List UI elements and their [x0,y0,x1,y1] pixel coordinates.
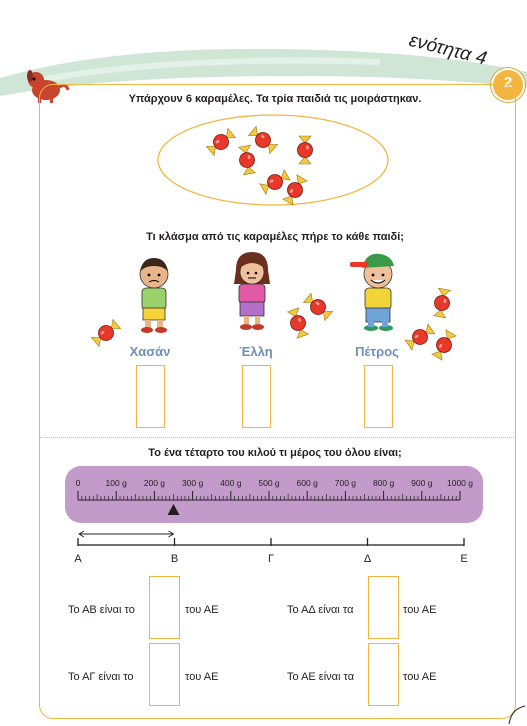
child-name-petros: Πέτρος [355,344,399,359]
scale-label: 800 g [372,478,395,488]
scale-label: 600 g [296,478,318,488]
statement-ag-after: του ΑΕ [185,671,219,683]
statement-ae-before: Το ΑΕ είναι τα [287,671,355,683]
point-label: Β [170,553,179,565]
point-label: Γ [267,553,275,565]
scale-label: 900 g [411,478,433,488]
candy-icon [237,145,257,175]
statement-ab-before: Το ΑΒ είναι το [68,604,135,616]
point-label: Ε [460,553,468,565]
scale-label: 400 g [220,478,242,488]
scale-label: 0 [75,478,81,488]
point-label: Α [74,553,82,565]
answer-box-ad[interactable] [368,576,399,639]
candy-icon [205,127,236,156]
answer-box-petros[interactable] [364,365,393,428]
statement-ag-before: Το ΑΓ είναι το [68,671,134,683]
candies-in-ellipse [155,110,391,210]
answer-box-ab[interactable] [149,576,180,639]
statement-ae-after: του ΑΕ [403,671,437,683]
page-number: 2 [503,74,513,91]
page-corner-icon [507,704,527,726]
quarter-kilo-marker-icon [168,504,180,515]
child-name-hassan: Χασάν [129,344,171,359]
section-divider [40,437,514,438]
weight-scale-ruler [65,466,483,523]
scale-label: 200 g [143,478,166,488]
question-quarter-kilo: Το ένα τέταρτο του κιλού τι μέρος του όλου είναι; [148,447,402,459]
scale-label: 700 g [334,478,357,488]
candy-icon [247,125,278,154]
unit-title: ενότητα 4 [406,30,489,70]
child-name-elli: Έλλη [239,344,273,359]
answer-box-ag[interactable] [149,643,180,706]
statement-ab-after: του ΑΕ [185,604,219,616]
candy-icon [302,292,333,321]
segment-point-labels [0,553,527,567]
candy-icon [432,288,452,318]
question-candies: Υπάρχουν 6 καραμέλες. Τα τρία παιδιά τις μοιράστηκαν. [128,93,422,105]
scale-label: 300 g [181,478,204,488]
scale-label: 500 g [258,478,280,488]
candy-icon [298,136,313,164]
scale-label: 100 g [105,478,127,488]
candy-icon [259,169,291,196]
answer-box-hassan[interactable] [136,365,165,428]
question-fraction: Τι κλάσμα από τις καραμέλες πήρε το κάθε παιδί; [146,231,404,243]
segment-line-AE [60,525,480,555]
statement-ad-after: του ΑΕ [403,604,437,616]
answer-box-elli[interactable] [242,365,271,428]
scale-labels [0,478,527,492]
point-label: Δ [363,553,372,565]
statement-ad-before: Το ΑΔ είναι τα [287,604,354,616]
scale-label: 1000 g [447,478,473,488]
answer-box-ae[interactable] [368,643,399,706]
candy-icon [286,307,310,338]
